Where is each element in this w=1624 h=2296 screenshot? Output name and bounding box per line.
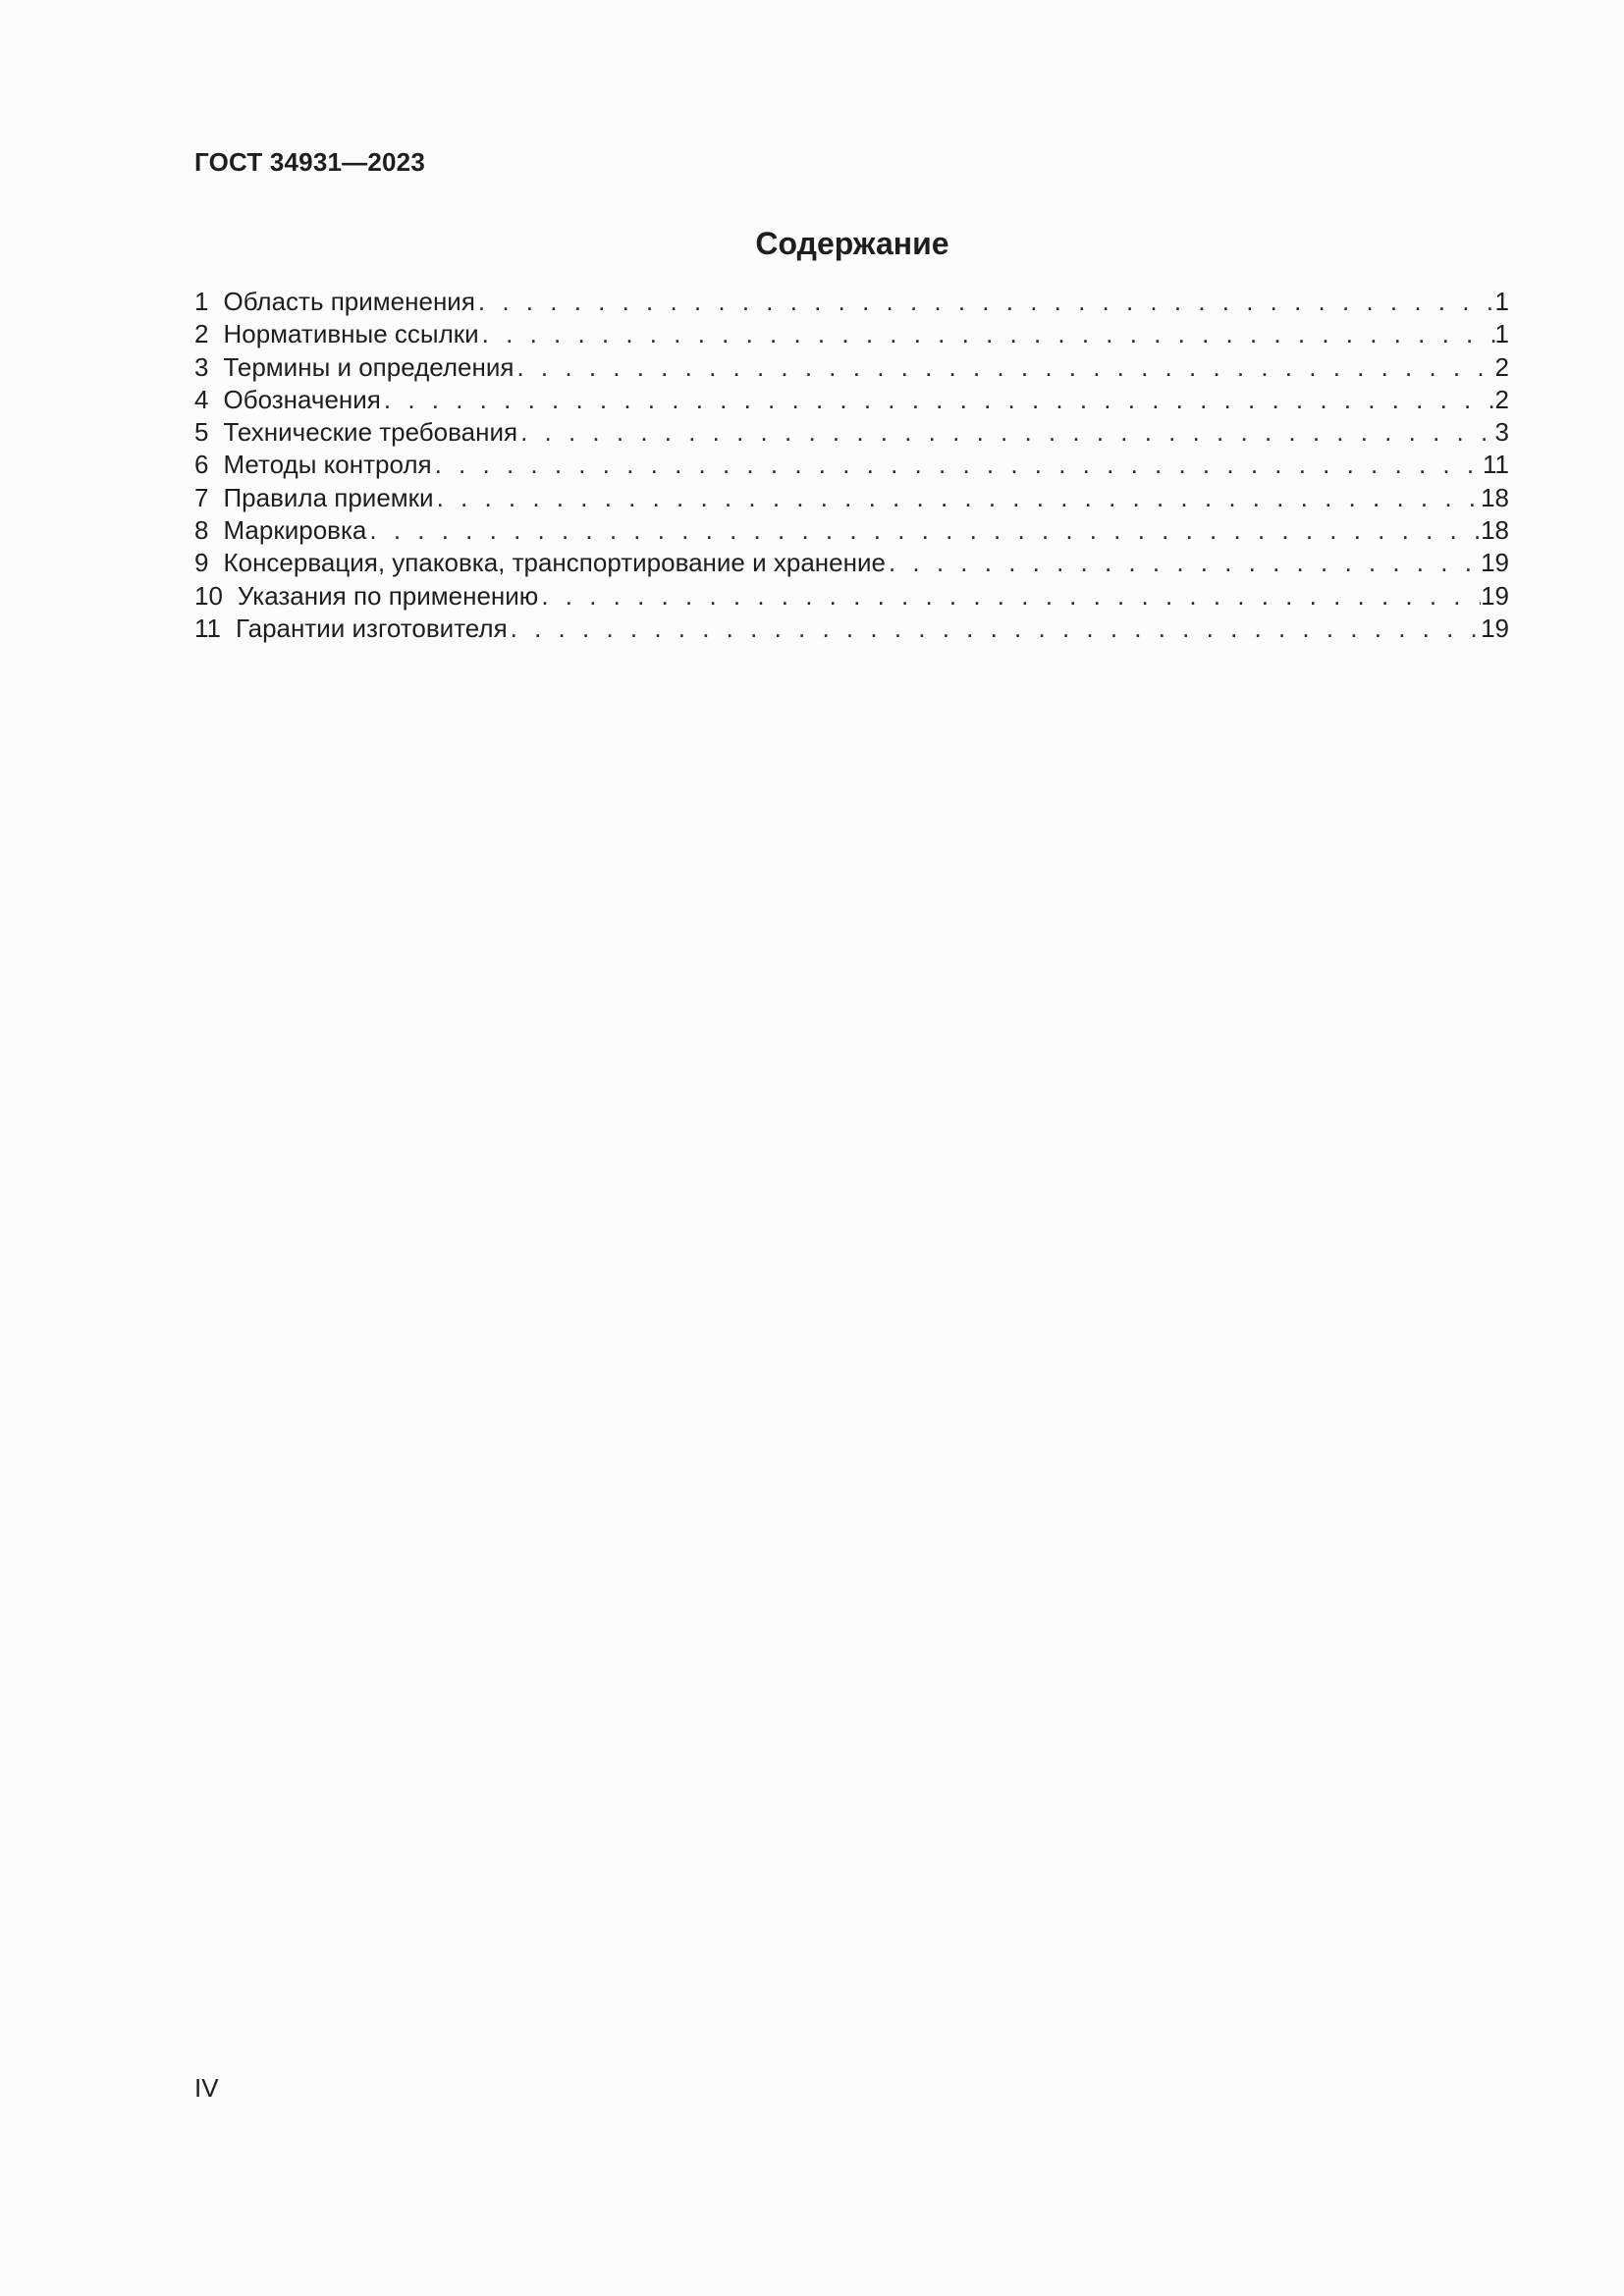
toc-entry-number: 2 xyxy=(194,319,209,349)
toc-entry[interactable] xyxy=(194,547,1509,579)
toc-entry-number: 4 xyxy=(194,384,209,414)
dot-leader xyxy=(479,318,1495,350)
toc-entry-title: Правила приемки xyxy=(223,482,434,512)
toc-entry[interactable] xyxy=(194,384,1509,416)
toc-entry-title: Указания по применению xyxy=(237,580,539,611)
toc-entry-title: Методы контроля xyxy=(223,450,432,480)
toc-entry-number: 11 xyxy=(194,613,221,643)
toc-entry-title: Маркировка xyxy=(223,515,367,546)
toc-entry-page: 11 xyxy=(1483,450,1509,480)
toc-entry-page: 1 xyxy=(1494,287,1509,316)
table-of-contents xyxy=(194,286,1509,645)
toc-entry-title: Консервация, упаковка, транспортирование и хранение xyxy=(223,548,886,578)
toc-entry-page: 1 xyxy=(1494,319,1509,349)
dot-leader xyxy=(514,351,1494,384)
toc-entry-title: Технические требования xyxy=(223,417,518,448)
toc-entry[interactable] xyxy=(194,449,1509,481)
toc-entry[interactable] xyxy=(194,416,1509,449)
toc-entry-number: 8 xyxy=(194,515,209,546)
toc-entry-title: Термины и определения xyxy=(223,351,514,382)
toc-entry-title: Область применения xyxy=(223,287,475,316)
document-code: ГОСТ 34931—2023 xyxy=(194,147,425,177)
toc-entry[interactable] xyxy=(194,482,1509,514)
toc-entry[interactable] xyxy=(194,318,1509,350)
toc-entry-page: 19 xyxy=(1481,548,1509,578)
toc-entry-title: Гарантии изготовителя xyxy=(236,613,508,643)
dot-leader xyxy=(434,482,1482,514)
toc-entry-page: 2 xyxy=(1494,384,1509,414)
toc-entry[interactable] xyxy=(194,286,1509,318)
toc-entry[interactable] xyxy=(194,613,1509,645)
dot-leader xyxy=(381,384,1495,416)
toc-entry-number: 7 xyxy=(194,482,209,512)
dot-leader xyxy=(508,613,1481,645)
toc-entry-page: 2 xyxy=(1494,351,1509,382)
toc-entry[interactable] xyxy=(194,514,1509,547)
dot-leader xyxy=(432,449,1483,481)
toc-entry-number: 6 xyxy=(194,450,209,480)
dot-leader xyxy=(366,514,1481,547)
dot-leader xyxy=(517,416,1494,449)
dot-leader xyxy=(475,286,1495,318)
toc-entry[interactable] xyxy=(194,351,1509,384)
dot-leader xyxy=(886,547,1481,579)
toc-entry[interactable] xyxy=(194,580,1509,613)
toc-entry-page: 19 xyxy=(1481,613,1509,643)
toc-title: Содержание xyxy=(755,226,949,261)
toc-entry-number: 3 xyxy=(194,351,209,382)
page-number: IV xyxy=(194,2073,219,2103)
toc-entry-number: 9 xyxy=(194,548,209,578)
toc-entry-number: 10 xyxy=(194,580,223,611)
dot-leader xyxy=(538,580,1481,613)
toc-entry-page: 3 xyxy=(1494,417,1509,448)
toc-entry-title: Обозначения xyxy=(223,384,381,414)
toc-entry-title: Нормативные ссылки xyxy=(223,319,479,349)
toc-entry-number: 1 xyxy=(194,287,209,316)
toc-entry-number: 5 xyxy=(194,417,209,448)
toc-entry-page: 18 xyxy=(1481,482,1509,512)
toc-entry-page: 19 xyxy=(1481,580,1509,611)
toc-entry-page: 18 xyxy=(1481,515,1509,546)
